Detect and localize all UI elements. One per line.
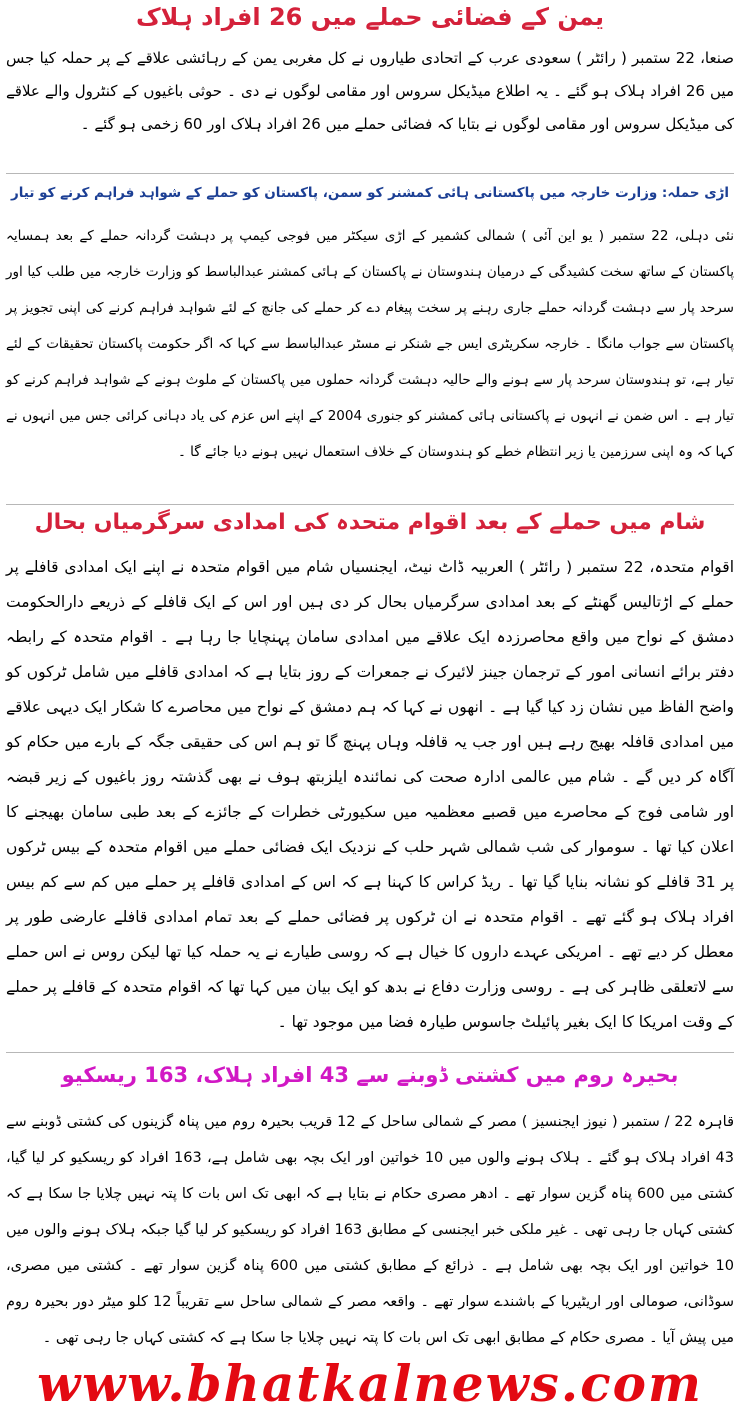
article-headline: بحیرہ روم میں کشتی ڈوبنے سے 43 افراد ہلاک، 163 ریسکیو [61,1063,679,1087]
site-url-text: www.bhatkalnews.com [37,1354,703,1413]
article-headline: اڑی حملہ: وزارت خارجہ میں پاکستانی ہائی کمشنر کو سمن، پاکستان کو حملے کے شواہد فراہم کرنے کو تیار [10,185,730,201]
divider [6,173,734,174]
article-headline: یمن کے فضائی حملے میں 26 افراد ہلاک [135,3,605,31]
site-footer [0,1354,740,1413]
article-body: صنعا، 22 ستمبر ( رائٹر ) سعودی عرب کے اتحادی طیاروں نے کل مغربی یمن کے رہائشی علاقے کے پر حملہ کیا جس میں 26 افراد ہلاک ہو گئے ۔ یہ اطلاع میڈیکل سروس اور مقامی لوگوں نے دی ۔ حوثی باغیوں کے کنٹرول والے علاقے کی میڈیکل سروس اور مقامی لوگوں نے بتایا کہ فضائی حملے میں 26 افراد ہلاک اور 60 زخمی ہو گئے ۔ [6,49,735,133]
article-headline: شام میں حملے کے بعد اقوام متحدہ کی امدادی سرگرمیاں بحال [34,510,706,535]
article-mediterranean-boat [6,1060,734,1356]
divider [6,1052,734,1053]
article-body: نئی دہلی، 22 ستمبر ( یو این آئی ) شمالی کشمیر کے اڑی سیکٹر میں فوجی کیمپ پر دہشت گردانہ حملے کے بعد ہمسایہ پاکستان کے ساتھ سخت کشیدگی کے درمیان ہندوستان نے پاکستان کے ہائی کمشنر عبدالباسط کو وزارت خارجہ میں طلب کیا اور سرحد پار سے دہشت گردانہ حملے جاری رہنے پر سخت پیغام دے کر حملے کی جانچ کے لئے شواہد فراہم کرنے کی اپنی تجویز پر پاکستان سے جواب مانگا ۔ خارجہ سکریٹری ایس جے شنکر نے مسٹر عبدالباسط سے کہا کہ اگر حکومت پاکستان تحقیقات کے لئے تیار ہے، تو ہندوستان سرحد پار سے ہونے والے حالیہ دہشت گردانہ حملوں میں پاکستان کے ملوث ہونے کے شواہد فراہم کرنے کو تیار ہے ۔ اس ضمن نے انہوں نے پاکستانی ہائی کمشنر کو جنوری 2004 کے اپنے اس عزم کی یاد دہانی کرائی جس میں انہوں نے کہا کہ وہ اپنی سرزمین یا زیر انتظام خطے کو ہندوستان کے خلاف استعمال نہیں ہونے دیا جائے گا ۔ [6,228,734,460]
article-body: قاہرہ 22 / ستمبر ( نیوز ایجنسیز ) مصر کے شمالی ساحل کے 12 قریب بحیرہ روم میں پناہ گزینوں کی کشتی ڈوبنے سے 43 افراد ہلاک ہو گئے ۔ ہلاک ہونے والوں میں 10 خواتین اور ایک بچہ بھی شامل ہے، 163 افراد کو ریسکیو کر لیا گیا، کشتی میں 600 پناہ گزین سوار تھے ۔ ادھر مصری حکام نے بتایا ہے کہ ابھی تک اس بات کا پتہ نہیں چلایا جا سکا ہے کہ کشتی کہاں جا رہی تھی ۔ غیر ملکی خبر ایجنسی کے مطابق 163 افراد کو ریسکیو کر لیا گیا جبکہ ہلاک ہونے والوں میں 10 خواتین اور ایک بچہ بھی شامل ہے ۔ ذرائع کے مطابق کشتی میں 600 پناہ گزین سوار تھے ۔ کشتی میں مصری، سوڈانی، صومالی اور اریٹیریا کے باشندے سوار تھے ۔ واقعہ مصر کے شمالی ساحل سے تقریباً 12 کلو میٹر دور بحیرہ روم میں پیش آیا ۔ مصری حکام کے مطابق ابھی تک اس بات کا پتہ نہیں چلایا جا سکا ہے کہ کشتی کہاں جا رہی تھی ۔ [6,1114,734,1346]
article-yemen [6,2,734,172]
article-body: اقوام متحدہ، 22 ستمبر ( رائٹر ) العربیہ ڈاٹ نیٹ، ایجنسیاں شام میں اقوام متحدہ نے اپنے ایک امدادی قافلے پر حملے کے اڑتالیس گھنٹے کے بعد امدادی سرگرمیاں بحال کر دی ہیں اور اس کے ایک قافلے کے ذریعے دارالحکومت دمشق کے نواح میں واقع محاصرزدہ ایک علاقے میں امدادی سامان پہنچایا جا رہا ہے ۔ اقوام متحدہ کے رابطہ دفتر برائے انسانی امور کے ترجمان جینز لائیرک نے جمعرات کے روز بتایا ہے کہ امدادی قافلے میں شامل ٹرکوں کو واضح الفاظ میں نشان زد کیا گیا ہے ۔ انھوں نے کہا کہ ہم دمشق کے نواح میں محاصرے کا شکار ایک دیہی علاقے میں امدادی قافلہ بھیج رہے ہیں اور جب یہ قافلہ وہاں پہنچ گا تو ہم اس کی حقیقی جگہ کے بارے میں حکام کو آگاہ کر دیں گے ۔ شام میں عالمی ادارہ صحت کی نمائندہ ایلزبتھ ہوف نے بھی گذشتہ روز باغیوں کے زیر قبضہ اور شامی فوج کے محاصرے میں قصبے معظمیہ میں سکیورٹی خطرات کے جائزے کے بعد طبی سامان بھیجنے کا اعلان کیا تھا ۔ سوموار کی شب شمالی شہر حلب کے نزدیک ایک فضائی حملے میں اقوام متحدہ کے بیس ٹرکوں پر 31 قافلے کو نشانہ بنایا گیا تھا ۔ ریڈ کراس کا کہنا ہے کہ اس کے امدادی قافلے پر حملے میں کم سے کم بیس افراد ہلاک ہو گئے تھے ۔ اقوام متحدہ نے ان ٹرکوں پر فضائی حملے کے بعد تمام امدادی قافلے عارضی طور پر معطل کر دیے تھے ۔ امریکی عہدے داروں کا خیال ہے کہ روسی طیارے نے یہ حملہ کیا تھا لیکن روس نے اس حملے سے لاتعلقی ظاہر کی ہے ۔ روسی وزارت دفاع نے بدھ کو ایک بیان میں کہا تھا کہ اقوام متحدہ کے قافلے پر حملے کے وقت امریکا کا ایک بغیر پائیلٹ جاسوس طیارہ فضا میں موجود تھا ۔ [6,558,735,1031]
divider [6,504,734,505]
article-uri-attack [6,178,734,500]
article-syria-aid [6,508,734,1048]
